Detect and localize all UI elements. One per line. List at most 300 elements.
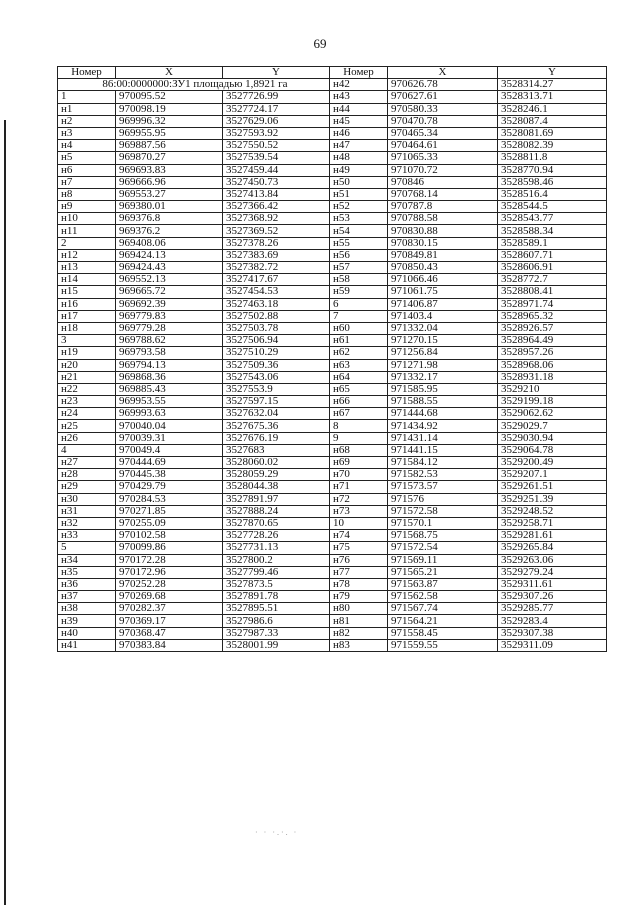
table-cell: 971584.12	[388, 457, 498, 469]
table-row	[58, 554, 607, 566]
table-cell: 3529258.71	[498, 517, 607, 529]
table-row	[58, 627, 607, 639]
table-cell: 3528588.34	[498, 225, 607, 237]
table-cell: 3527724.17	[223, 103, 330, 115]
table-cell: н33	[58, 530, 116, 542]
table-cell: 3527726.99	[223, 91, 330, 103]
table-cell: н56	[330, 249, 388, 261]
table-cell: 3527632.04	[223, 408, 330, 420]
table-row	[58, 615, 607, 627]
table-cell: 971441.15	[388, 444, 498, 456]
table-cell: 3528598.46	[498, 176, 607, 188]
table-cell: 3529311.61	[498, 578, 607, 590]
table-row	[58, 371, 607, 383]
table-cell: 971573.57	[388, 481, 498, 493]
table-cell: 3528607.71	[498, 249, 607, 261]
table-cell: 7	[330, 310, 388, 322]
table-row	[58, 213, 607, 225]
table-cell: 970768.14	[388, 188, 498, 200]
table-cell: 3527378.26	[223, 237, 330, 249]
scan-artifact: · · ·.·. ·	[255, 828, 299, 837]
table-cell: н46	[330, 127, 388, 139]
table-cell: 3529311.09	[498, 639, 607, 651]
table-row	[58, 517, 607, 529]
table-cell: н34	[58, 554, 116, 566]
table-cell: н53	[330, 213, 388, 225]
table-cell: н76	[330, 554, 388, 566]
table-cell: н28	[58, 469, 116, 481]
table-cell: 970049.4	[116, 444, 223, 456]
table-cell: 3529248.52	[498, 505, 607, 517]
table-cell: 971570.1	[388, 517, 498, 529]
table-cell: 969953.55	[116, 396, 223, 408]
table-cell: 3527502.88	[223, 310, 330, 322]
table-cell: 3	[58, 335, 116, 347]
table-cell: 970383.84	[116, 639, 223, 651]
table-row	[58, 176, 607, 188]
table-cell: н58	[330, 274, 388, 286]
table-cell: 3528246.1	[498, 103, 607, 115]
table-cell: 971061.75	[388, 286, 498, 298]
table-cell: 969380.01	[116, 201, 223, 213]
table-cell: 969993.63	[116, 408, 223, 420]
table-cell: 969868.36	[116, 371, 223, 383]
table-cell: 970284.53	[116, 493, 223, 505]
table-cell: 969793.58	[116, 347, 223, 359]
table-cell: н3	[58, 127, 116, 139]
table-row	[58, 188, 607, 200]
table-cell: 3529307.26	[498, 591, 607, 603]
table-cell: 3528081.69	[498, 127, 607, 139]
table-cell: 3527675.36	[223, 420, 330, 432]
table-cell: н7	[58, 176, 116, 188]
table-cell: н47	[330, 140, 388, 152]
table-cell: н49	[330, 164, 388, 176]
table-cell: н19	[58, 347, 116, 359]
table-cell: 3528772.7	[498, 274, 607, 286]
table-cell: 3529281.61	[498, 530, 607, 542]
table-cell: 3527463.18	[223, 298, 330, 310]
table-cell: 3529279.24	[498, 566, 607, 578]
table-cell: н82	[330, 627, 388, 639]
table-cell: н31	[58, 505, 116, 517]
table-cell: 3529064.78	[498, 444, 607, 456]
table-cell: 971444.68	[388, 408, 498, 420]
table-cell: 3527870.65	[223, 517, 330, 529]
table-cell: 3528082.39	[498, 140, 607, 152]
table-cell: 3528543.77	[498, 213, 607, 225]
table-row	[58, 481, 607, 493]
table-cell: 3527986.6	[223, 615, 330, 627]
table-cell: 3527454.53	[223, 286, 330, 298]
table-cell: н30	[58, 493, 116, 505]
table-cell: н83	[330, 639, 388, 651]
table-cell: 969788.62	[116, 335, 223, 347]
table-cell: 3529285.77	[498, 603, 607, 615]
table-cell: н12	[58, 249, 116, 261]
table-cell: 970252.28	[116, 578, 223, 590]
table-cell: н73	[330, 505, 388, 517]
table-cell: 3528001.99	[223, 639, 330, 651]
table-cell: 3527728.26	[223, 530, 330, 542]
table-cell: н29	[58, 481, 116, 493]
table-cell: 4	[58, 444, 116, 456]
table-cell: 3527800.2	[223, 554, 330, 566]
table-cell: 970368.47	[116, 627, 223, 639]
table-cell: н21	[58, 371, 116, 383]
header-y-right: Y	[498, 67, 607, 79]
table-row	[58, 469, 607, 481]
table-cell: 970099.86	[116, 542, 223, 554]
table-cell: 971065.33	[388, 152, 498, 164]
table-cell: 10	[330, 517, 388, 529]
table-cell: н68	[330, 444, 388, 456]
table-cell: н26	[58, 432, 116, 444]
table-cell: 971572.54	[388, 542, 498, 554]
table-cell: н15	[58, 286, 116, 298]
table-cell: 3527683	[223, 444, 330, 456]
table-row	[58, 493, 607, 505]
table-cell: н59	[330, 286, 388, 298]
table-cell: 969666.96	[116, 176, 223, 188]
table-cell: 970464.61	[388, 140, 498, 152]
table-cell: 970850.43	[388, 262, 498, 274]
coordinates-table	[57, 66, 607, 652]
table-cell: н27	[58, 457, 116, 469]
table-cell: 3527503.78	[223, 322, 330, 334]
table-cell: 3527895.51	[223, 603, 330, 615]
table-cell: н48	[330, 152, 388, 164]
table-cell: 3528931.18	[498, 371, 607, 383]
table-cell: 3527593.92	[223, 127, 330, 139]
table-cell: 3528968.06	[498, 359, 607, 371]
table-cell: 3528965.32	[498, 310, 607, 322]
table-row	[58, 140, 607, 152]
table-row	[58, 335, 607, 347]
table-cell: 3529251.39	[498, 493, 607, 505]
table-cell: н36	[58, 578, 116, 590]
table-cell: н37	[58, 591, 116, 603]
table-cell: 971332.17	[388, 371, 498, 383]
table-cell: н70	[330, 469, 388, 481]
table-cell: 3527417.67	[223, 274, 330, 286]
table-cell: 971585.95	[388, 383, 498, 395]
table-row	[58, 639, 607, 651]
table-cell: 971588.55	[388, 396, 498, 408]
table-row	[58, 383, 607, 395]
table-cell: 969779.28	[116, 322, 223, 334]
table-cell: 971572.58	[388, 505, 498, 517]
table-cell: 971565.21	[388, 566, 498, 578]
table-cell: н75	[330, 542, 388, 554]
table-row	[58, 347, 607, 359]
table-row	[58, 91, 607, 103]
table-row	[58, 103, 607, 115]
table-cell: 969870.27	[116, 152, 223, 164]
table-cell: 970830.88	[388, 225, 498, 237]
table-cell: 3527509.36	[223, 359, 330, 371]
table-cell: 970040.04	[116, 420, 223, 432]
table-cell: 3529210	[498, 383, 607, 395]
table-cell: 3527366.42	[223, 201, 330, 213]
table-cell: 971070.72	[388, 164, 498, 176]
table-cell: н39	[58, 615, 116, 627]
table-cell: 3529062.62	[498, 408, 607, 420]
table-cell: 971568.75	[388, 530, 498, 542]
table-cell: н11	[58, 225, 116, 237]
table-cell: 3527888.24	[223, 505, 330, 517]
table-cell: 970846	[388, 176, 498, 188]
table-row	[58, 201, 607, 213]
table-row	[58, 298, 607, 310]
header-number-left: Номер	[58, 67, 116, 79]
header-row	[58, 67, 607, 79]
table-cell: 3527550.52	[223, 140, 330, 152]
table-cell: н16	[58, 298, 116, 310]
table-cell: 970470.78	[388, 115, 498, 127]
table-cell: 969665.72	[116, 286, 223, 298]
table-cell: н65	[330, 383, 388, 395]
table-cell: 971562.58	[388, 591, 498, 603]
table-cell: 971256.84	[388, 347, 498, 359]
table-cell: 3529029.7	[498, 420, 607, 432]
table-cell: н62	[330, 347, 388, 359]
table-cell: н22	[58, 383, 116, 395]
table-cell: 971066.46	[388, 274, 498, 286]
table-cell: н42	[330, 79, 388, 91]
table-cell: н17	[58, 310, 116, 322]
table-cell: 971559.55	[388, 639, 498, 651]
table-cell: 3527413.84	[223, 188, 330, 200]
table-cell: н43	[330, 91, 388, 103]
table-row	[58, 603, 607, 615]
table-cell: 3529199.18	[498, 396, 607, 408]
table-cell: 3528059.29	[223, 469, 330, 481]
table-cell: 3528926.57	[498, 322, 607, 334]
table-cell: 3528044.38	[223, 481, 330, 493]
table-cell: н41	[58, 639, 116, 651]
table-cell: 3527383.69	[223, 249, 330, 261]
table-row	[58, 420, 607, 432]
table-cell: н69	[330, 457, 388, 469]
table-row	[58, 274, 607, 286]
table-cell: 6	[330, 298, 388, 310]
table-cell: 971563.87	[388, 578, 498, 590]
table-cell: н54	[330, 225, 388, 237]
table-cell: 3527553.9	[223, 383, 330, 395]
table-cell: 970172.28	[116, 554, 223, 566]
table-cell: 2	[58, 237, 116, 249]
table-cell: 3528811.8	[498, 152, 607, 164]
table-cell: 969408.06	[116, 237, 223, 249]
margin-bar	[4, 120, 6, 905]
table-cell: н35	[58, 566, 116, 578]
table-cell: 970444.69	[116, 457, 223, 469]
table-cell: 3527799.46	[223, 566, 330, 578]
table-row	[58, 164, 607, 176]
table-cell: н80	[330, 603, 388, 615]
table-cell: 3529261.51	[498, 481, 607, 493]
table-cell: н13	[58, 262, 116, 274]
table-cell: 971582.53	[388, 469, 498, 481]
table-cell: н55	[330, 237, 388, 249]
table-row	[58, 432, 607, 444]
table-cell: 971576	[388, 493, 498, 505]
table-cell: 3528314.27	[498, 79, 607, 91]
table-cell: 971569.11	[388, 554, 498, 566]
table-cell: н5	[58, 152, 116, 164]
table-cell: 971403.4	[388, 310, 498, 322]
table-cell: 970095.52	[116, 91, 223, 103]
table-cell: н18	[58, 322, 116, 334]
table-cell: 3527543.06	[223, 371, 330, 383]
table-cell: 970465.34	[388, 127, 498, 139]
table-cell: 3528971.74	[498, 298, 607, 310]
table-cell: 3528060.02	[223, 457, 330, 469]
table-row	[58, 225, 607, 237]
table-cell: н6	[58, 164, 116, 176]
table-cell: н45	[330, 115, 388, 127]
table-row	[58, 591, 607, 603]
table-cell: н81	[330, 615, 388, 627]
table-cell: н40	[58, 627, 116, 639]
table-cell: 3528087.4	[498, 115, 607, 127]
table-cell: 969885.43	[116, 383, 223, 395]
table-row	[58, 127, 607, 139]
table-cell: н24	[58, 408, 116, 420]
table-cell: 8	[330, 420, 388, 432]
table-row	[58, 359, 607, 371]
table-cell: 970830.15	[388, 237, 498, 249]
table-cell: 970626.78	[388, 79, 498, 91]
table-cell: н79	[330, 591, 388, 603]
table-cell: 3527891.78	[223, 591, 330, 603]
table-cell: н50	[330, 176, 388, 188]
table-cell: 971406.87	[388, 298, 498, 310]
table-cell: н63	[330, 359, 388, 371]
table-cell: 971431.14	[388, 432, 498, 444]
table-cell: 3527369.52	[223, 225, 330, 237]
table-cell: 970788.58	[388, 213, 498, 225]
table-cell: 3528964.49	[498, 335, 607, 347]
table-cell: 971558.45	[388, 627, 498, 639]
table-cell: 970445.38	[116, 469, 223, 481]
table-cell: 3527987.33	[223, 627, 330, 639]
table-cell: 3527597.15	[223, 396, 330, 408]
table-cell: н57	[330, 262, 388, 274]
table-cell: н20	[58, 359, 116, 371]
header-x-left: X	[116, 67, 223, 79]
header-y-left: Y	[223, 67, 330, 79]
table-row	[58, 444, 607, 456]
table-cell: 969376.8	[116, 213, 223, 225]
table-cell: 970849.81	[388, 249, 498, 261]
table-cell: 970172.96	[116, 566, 223, 578]
table-cell: 3529265.84	[498, 542, 607, 554]
table-cell: 970787.8	[388, 201, 498, 213]
table-cell: 3528606.91	[498, 262, 607, 274]
table-cell: 969376.2	[116, 225, 223, 237]
table-cell: 3527506.94	[223, 335, 330, 347]
table-cell: 969553.27	[116, 188, 223, 200]
table-cell: 3527731.13	[223, 542, 330, 554]
table-cell: н8	[58, 188, 116, 200]
table-cell: 969996.32	[116, 115, 223, 127]
table-row	[58, 262, 607, 274]
table-cell: 969424.13	[116, 249, 223, 261]
table-cell: 970282.37	[116, 603, 223, 615]
parcel-title: 86:00:0000000:ЗУ1 площадью 1,8921 га	[58, 79, 330, 91]
table-cell: 970429.79	[116, 481, 223, 493]
table-cell: 3528544.5	[498, 201, 607, 213]
table-cell: 3527459.44	[223, 164, 330, 176]
table-cell: 3529283.4	[498, 615, 607, 627]
table-row	[58, 566, 607, 578]
table-cell: 970369.17	[116, 615, 223, 627]
table-cell: 969424.43	[116, 262, 223, 274]
table-cell: 5	[58, 542, 116, 554]
table-cell: 970627.61	[388, 91, 498, 103]
table-row	[58, 530, 607, 542]
table-cell: 3528957.26	[498, 347, 607, 359]
table-row	[58, 249, 607, 261]
table-cell: н1	[58, 103, 116, 115]
table-cell: н74	[330, 530, 388, 542]
table-cell: 969552.13	[116, 274, 223, 286]
table-cell: 971567.74	[388, 603, 498, 615]
table-cell: 3529263.06	[498, 554, 607, 566]
table-cell: 3527450.73	[223, 176, 330, 188]
parcel-title-row	[58, 79, 607, 91]
table-cell: 3527382.72	[223, 262, 330, 274]
table-cell: н38	[58, 603, 116, 615]
table-cell: н67	[330, 408, 388, 420]
table-cell: 971434.92	[388, 420, 498, 432]
table-cell: 3528313.71	[498, 91, 607, 103]
table-cell: 3528516.4	[498, 188, 607, 200]
table-cell: 969779.83	[116, 310, 223, 322]
table-cell: н72	[330, 493, 388, 505]
table-cell: 3528589.1	[498, 237, 607, 249]
table-cell: н4	[58, 140, 116, 152]
table-row	[58, 457, 607, 469]
table-cell: 970255.09	[116, 517, 223, 529]
table-cell: н51	[330, 188, 388, 200]
table-cell: н32	[58, 517, 116, 529]
table-cell: н2	[58, 115, 116, 127]
table-cell: 1	[58, 91, 116, 103]
table-cell: н52	[330, 201, 388, 213]
table-cell: 971564.21	[388, 615, 498, 627]
table-cell: 3529200.49	[498, 457, 607, 469]
header-x-right: X	[388, 67, 498, 79]
table-cell: 970269.68	[116, 591, 223, 603]
table-cell: 3529307.38	[498, 627, 607, 639]
page-number: 69	[313, 36, 327, 51]
table-cell: 970039.31	[116, 432, 223, 444]
table-cell: н78	[330, 578, 388, 590]
table-row	[58, 286, 607, 298]
table-cell: 969692.39	[116, 298, 223, 310]
table-cell: 3529207.1	[498, 469, 607, 481]
table-cell: 3527629.06	[223, 115, 330, 127]
table-cell: 970098.19	[116, 103, 223, 115]
table-cell: н77	[330, 566, 388, 578]
table-cell: н60	[330, 322, 388, 334]
table-cell: н44	[330, 103, 388, 115]
table-cell: 9	[330, 432, 388, 444]
table-cell: 971270.15	[388, 335, 498, 347]
